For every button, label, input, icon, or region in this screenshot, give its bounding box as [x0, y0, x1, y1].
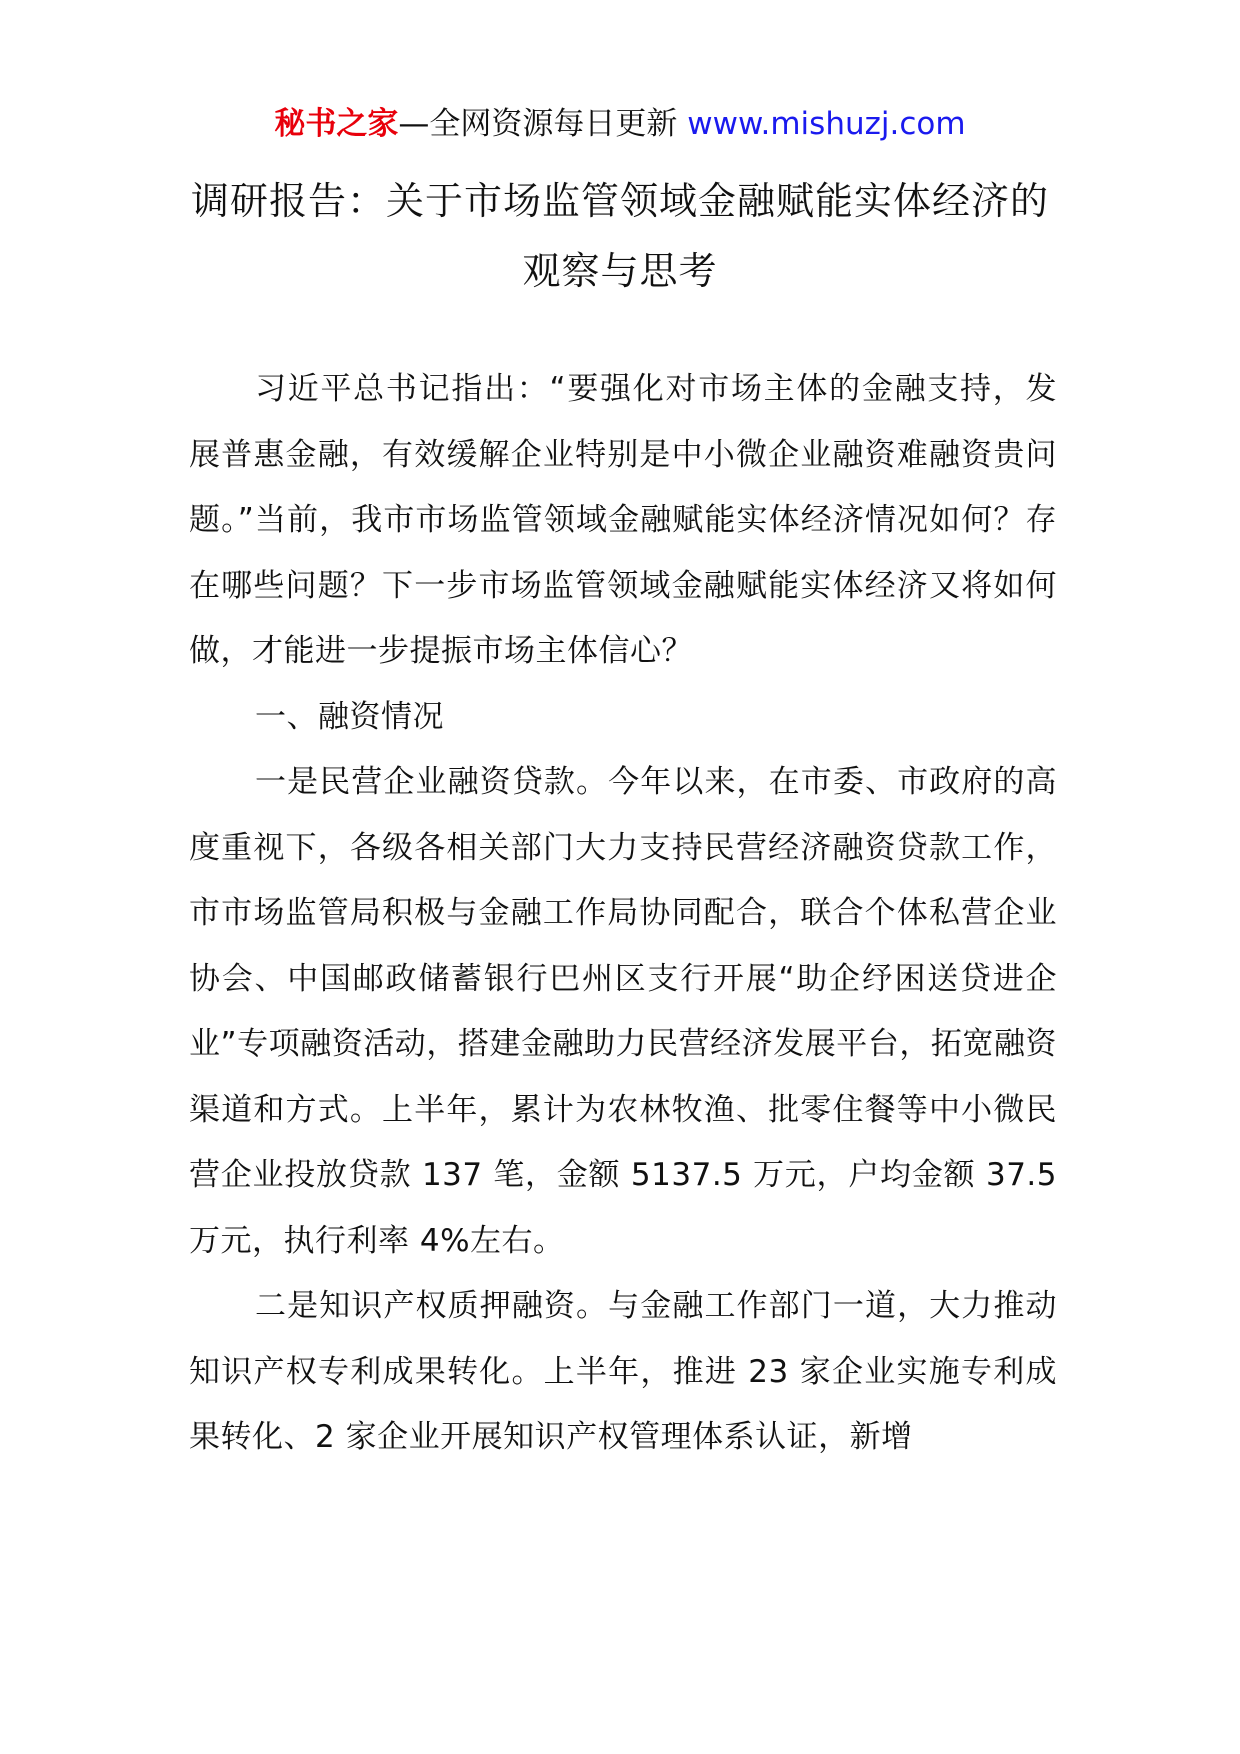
brand-name: 秘书之家	[274, 106, 399, 142]
site-header	[0, 100, 1240, 148]
paragraph-private-enterprise-loans: 一是民营企业融资贷款。今年以来，在市委、市政府的高度重视下，各级各相关部门大力支持民营经济融资贷款工作，市市场监管局积极与金融工作局协同配合，联合个体私营企业协会、中国邮政储蓄银行巴州区支行开展“助企纾困送贷进企业”专项融资活动，搭建金融助力民营经济发展平台，拓宽融资渠道和方式。上半年，累计为农林牧渔、批零住餐等中小微民营企业投放贷款 137 笔，金额 5137.5 万元，户均金额 37.5 万元，执行利率 4%左右。	[189, 764, 1057, 1259]
intro-paragraph: 习近平总书记指出：“要强化对市场主体的金融支持，发展普惠金融，有效缓解企业特别是中小微企业融资难融资贵问题。”当前，我市市场监管领域金融赋能实体经济情况如何？存在哪些问题？下一步市场监管领域金融赋能实体经济又将如何做，才能进一步提振市场主体信心？	[189, 371, 1057, 669]
header-tagline: —全网资源每日更新	[398, 106, 688, 142]
section-heading-financing: 一、融资情况	[255, 698, 444, 735]
site-url-link[interactable]: www.mishuzj.com	[687, 106, 966, 142]
document-body	[189, 357, 1057, 1471]
document-title: 调研报告：关于市场监管领域金融赋能实体经济的观察与思考	[190, 179, 1049, 293]
paragraph-ip-pledge-financing: 二是知识产权质押融资。与金融工作部门一道，大力推动知识产权专利成果转化。上半年，推进 23 家企业实施专利成果转化、2 家企业开展知识产权管理体系认证，新增	[189, 1288, 1057, 1455]
